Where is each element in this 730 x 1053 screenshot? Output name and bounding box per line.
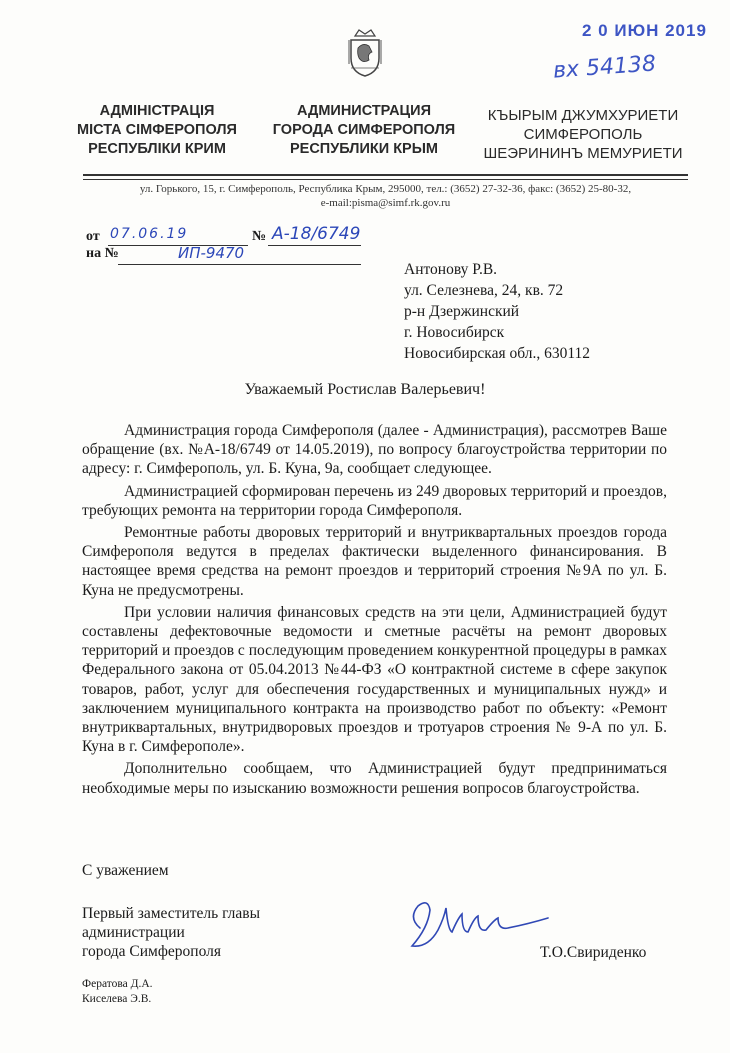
reg-date-value: 07.06.19: [110, 226, 189, 242]
recipient-street: ул. Селезнева, 24, кв. 72: [404, 282, 564, 299]
recipient-name: Антонову Р.В.: [404, 261, 498, 278]
header-divider-thick: [83, 174, 688, 176]
reg-to-value: ИП-9470: [178, 244, 245, 262]
header-rus-line: АДМИНИСТРАЦИЯ: [296, 103, 431, 119]
organization-address: [83, 182, 688, 210]
reg-number-underline: [268, 245, 361, 246]
crimea-coat-of-arms-icon: [345, 28, 385, 78]
recipient-city: г. Новосибирск: [404, 324, 505, 341]
recipient-district: р-н Дзержинский: [404, 303, 520, 320]
reg-number-label: №: [252, 229, 267, 244]
performers: [82, 977, 153, 1007]
header-russian: [264, 102, 464, 159]
recipient-address: [404, 259, 590, 364]
header-crimean-tatar: [483, 106, 683, 163]
body-paragraph: Администрация города Симферополя (далее - Администрация), рассмотрев Ваше обращение (вх. №А-18/6749 от 14.05.2019), по вопросу благоустройства территории по адресу: г. Симферополь, ул. Б. Куна, 9а, сообщает следующее.: [82, 422, 667, 478]
reg-to-underline: [118, 264, 361, 265]
recipient-region: Новосибирская обл., 630112: [404, 345, 590, 362]
header-rus-line: РЕСПУБЛИКИ КРЫМ: [289, 141, 438, 157]
header-crh-line: КЪЫРЫМ ДЖУМХУРИЕТИ: [487, 107, 679, 124]
address-text: ул. Горького, 15, г. Симферополь, Республика Крым, 295000, тел.: (3652) 27-32-36, факс: (3652) 25-80-32,: [139, 183, 632, 195]
signer-name: Т.О.Свириденко: [540, 944, 647, 961]
header-ukr-line: МІСТА СІМФЕРОПОЛЯ: [77, 122, 237, 138]
performer-name: Фератова Д.А.: [82, 978, 153, 990]
reg-number-value: А-18/6749: [272, 224, 361, 244]
letter-body: [82, 421, 667, 801]
header-divider-thin: [83, 179, 688, 180]
body-paragraph: Администрацией сформирован перечень из 249 дворовых территорий и проездов, требующих ремонта на территории города Симферополя.: [82, 482, 667, 519]
incoming-number-stamp: вх 54138: [552, 51, 657, 84]
body-paragraph: Дополнительно сообщаем, что Администрацией будут предприниматься необходимые меры по изысканию возможности решения вопросов благоустройства.: [82, 760, 667, 797]
header-ukr-line: АДМІНІСТРАЦІЯ: [99, 103, 215, 119]
body-paragraph: Ремонтные работы дворовых территорий и внутриквартальных проездов города Симферополя ведутся в пределах фактически выделенного финансирования. В настоящее время средства на ремонт проездов и территорий строения №9А по ул. Б. Куна не предусмотрены.: [82, 524, 667, 599]
salutation: Уважаемый Ростислав Валерьевич!: [244, 381, 486, 398]
reg-from-label: от: [86, 229, 100, 244]
email-text: e-mail:pisma@simf.rk.gov.ru: [320, 197, 451, 209]
signer-title-line: Первый заместитель главы: [82, 905, 261, 922]
handwritten-signature: [398, 888, 558, 968]
header-ukrainian: [57, 102, 257, 159]
header-crh-line: СИМФЕРОПОЛЬ: [523, 126, 643, 143]
signer-title-line: администрации: [82, 924, 185, 941]
performer-name: Киселева Э.В.: [82, 993, 152, 1005]
reg-to-label: на №: [86, 246, 119, 261]
header-rus-line: ГОРОДА СИМФЕРОПОЛЯ: [272, 122, 456, 138]
header-ukr-line: РЕСПУБЛІКИ КРИМ: [88, 141, 226, 157]
signer-title: [82, 904, 260, 961]
body-paragraph: При условии наличия финансовых средств на эти цели, Администрацией будут составлены дефектовочные ведомости и сметные расчёты на ремонт дворовых территорий и проездов с последующим проведением конкурентной процедуры в рамках Федерального закона от 05.04.2013 №44-ФЗ «О контрактной системе в сфере закупок товаров, работ, услуг для обеспечения государственных и муниципальных нужд» и заключением муниципального контракта на производство работ по объекту: «Ремонт внутриквартальных, внутридворовых проездов и тротуаров строения № 9-А по ул. Б. Куна в г. Симферополе».: [82, 603, 667, 756]
signer-title-line: города Симферополя: [82, 943, 221, 960]
closing-phrase: С уважением: [82, 862, 169, 879]
received-date-stamp: 2 0 ИЮН 2019: [582, 21, 707, 40]
header-crh-line: ШЕЭРИНИНЪ МЕМУРИЕТИ: [483, 145, 683, 162]
